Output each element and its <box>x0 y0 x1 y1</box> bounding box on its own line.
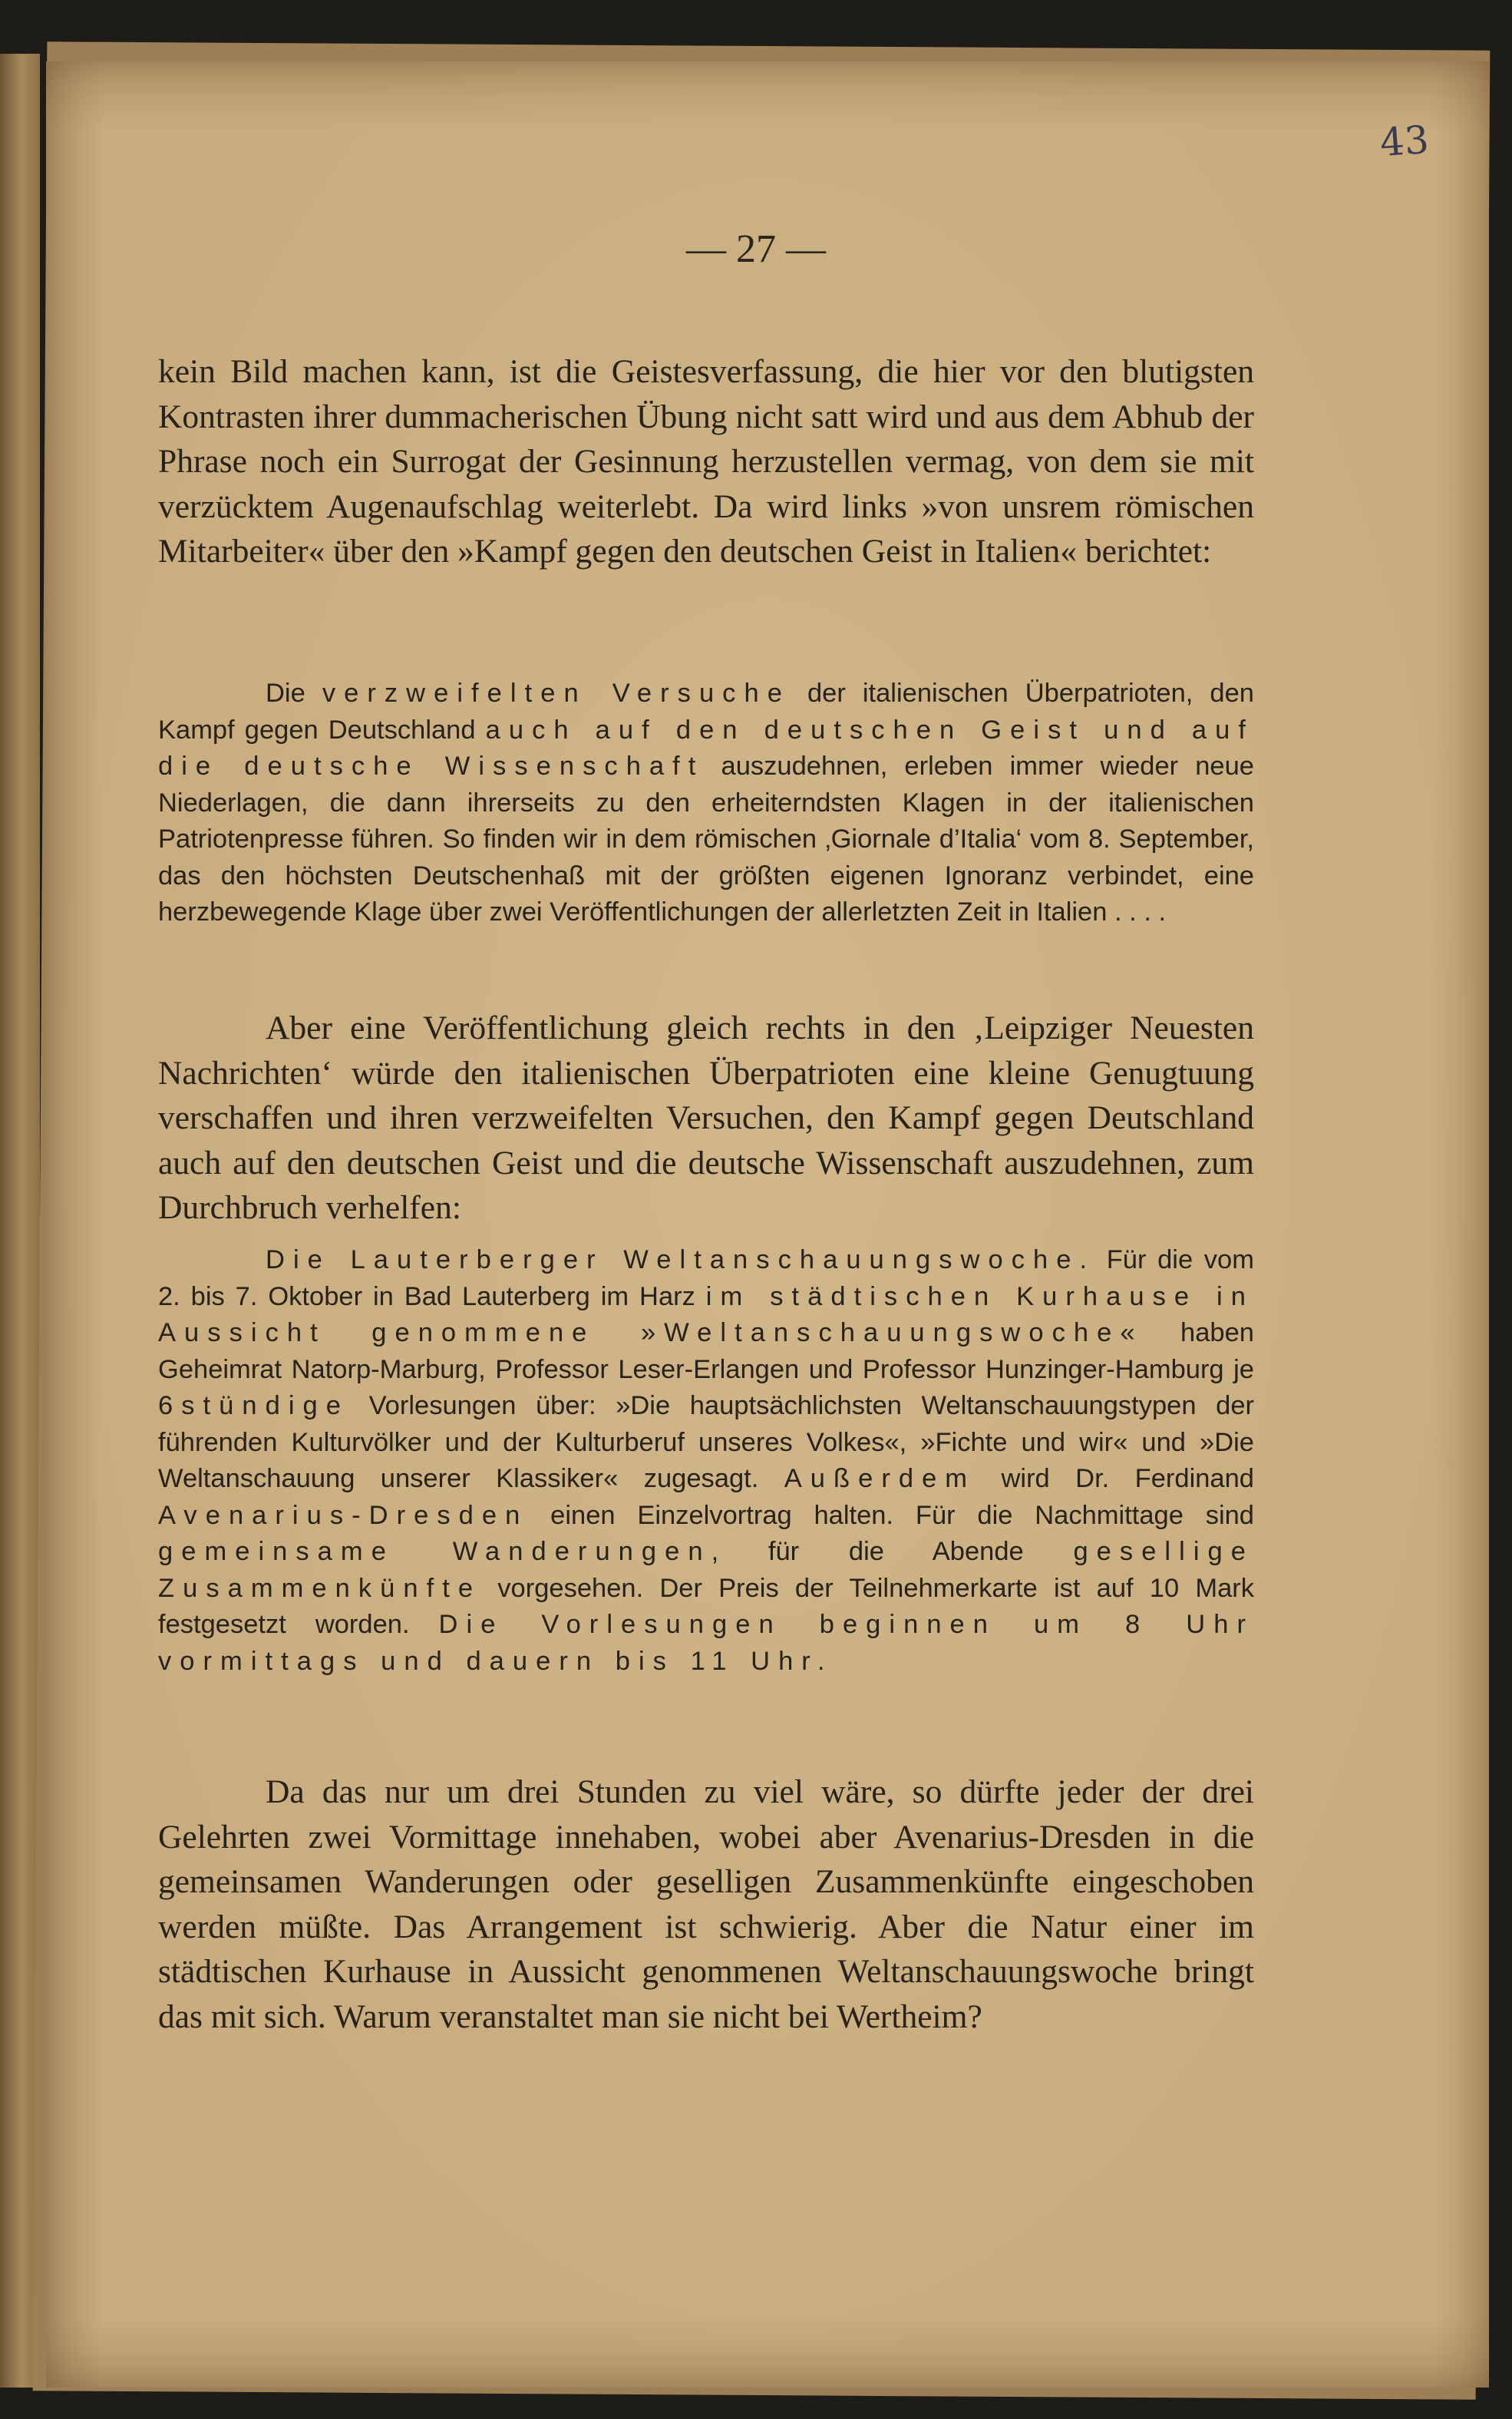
quote1-text: Die <box>266 679 322 708</box>
quoted-article-2 <box>158 1242 1254 1680</box>
quote2-text: einen Einzelvortrag halten. Für die Nachmittage sind <box>528 1500 1254 1530</box>
quote1-text: auszudehnen, erleben immer wieder neue Niederlagen, die dann ihrerseits zu den erheiterndsten Klagen in der italienischen Patriotenpresse führen. So finden wir in dem römischen ‚Giornale d’Italia‘ vom 8. September, das den höchsten Deutschenhaß mit der größten eigenen Ignoranz verbindet, eine herzbewegende Klage über zwei Veröffentlichungen der allerletzten Zeit in Italien . . . . <box>158 752 1254 927</box>
quote2-spaced-text: gemeinsame Wanderungen <box>158 1537 711 1566</box>
quote2-text: vorgesehen. Der Preis der Teilnehmerkarte ist auf 10 Mark festgesetzt worden. <box>158 1573 1254 1639</box>
quote2-text: Für die vom 2. bis 7. Oktober in Bad Lauterberg im Harz <box>158 1245 1254 1311</box>
quote2-text: Vorlesungen über: »Die hauptsächlichsten Weltanschauungstypen der führenden Kulturvölker und der Kulturberuf unseres Volkes«, »Fichte und wir« und »Die Weltanschauung unserer Klassiker« zugesagt. <box>158 1391 1254 1493</box>
quote2-text: haben Geheimrat Natorp-Marburg, Professor Leser-Erlangen und Professor Hunzinger-Hamburg je <box>158 1318 1254 1384</box>
paragraph-1: kein Bild machen kann, ist die Geistesverfassung, die hier vor den blutigsten Kontrasten ihrer dummacherischen Übung nicht satt wird und aus dem Abhub der Phrase noch ein Surrogat der Gesinnung herzustellen vermag, von dem sie mit verzücktem Augenaufschlag weiterlebt. Da wird links »von unsrem römischen Mitarbeiter« über den »Kampf gegen den deutschen Geist in Italien« berichtet: <box>158 353 1254 570</box>
quote2-spaced-text: im städtischen Kurhause in Aussicht genommene »Weltanschauungswoche« <box>158 1281 1254 1347</box>
quote2-spaced-text: 6stündige <box>158 1391 349 1420</box>
paragraph-2: Aber eine Veröffentlichung gleich rechts in den ‚Leipziger Neuesten Nachrichten‘ würde den italienischen Überpatrioten eine kleine Genugtuung verschaffen und ihren verzweifelten Versuchen, den Kampf gegen Deutschland auch auf den deutschen Geist und die deutsche Wissenschaft auszudehnen, zum Durchbruch verhelfen: <box>158 1010 1254 1226</box>
page-number: — 27 — <box>686 227 826 271</box>
quote1-spaced-text: auch auf den deutschen Geist und auf die deutsche Wissenschaft <box>158 715 1254 781</box>
quote2-text: , für die Abende <box>711 1537 1074 1566</box>
quoted-article-1 <box>158 676 1254 931</box>
handwritten-folio-number: 43 <box>1378 117 1431 166</box>
quote1-spaced-text: verzweifelten Versuche <box>322 679 791 708</box>
quote2-headline: Die Lauterberger Weltanschauungswoche. <box>266 1245 1096 1274</box>
facing-page-edge <box>0 54 40 2388</box>
quote2-text: wird Dr. Ferdinand <box>976 1464 1254 1493</box>
quote2-spaced-text: gesellige Zusammenkünfte <box>158 1537 1254 1603</box>
paragraph-3: Da das nur um drei Stunden zu viel wäre, so dürfte jeder der drei Gelehrten zwei Vormittage innehaben, wobei aber Avenarius-Dresden in die gemeinsamen Wanderungen oder geselligen Zusammenkünfte eingeschoben werden müßte. Das Arrangement ist schwierig. Aber die Natur einer im städtischen Kurhause in Aussicht genommenen Weltanschauungswoche bringt das mit sich. Warum veranstaltet man sie nicht bei Wertheim? <box>158 1773 1254 2035</box>
quote1-text: der italienischen Überpatrioten, den Kampf gegen Deutschland <box>158 679 1254 745</box>
quote2-spaced-text: Avenarius-Dresden <box>158 1500 529 1530</box>
quote2-spaced-text: Die Vorlesungen beginnen um 8 Uhr vormittags und dauern bis 11 Uhr. <box>158 1610 1254 1676</box>
quote2-spaced-text: Außerdem <box>784 1464 976 1493</box>
